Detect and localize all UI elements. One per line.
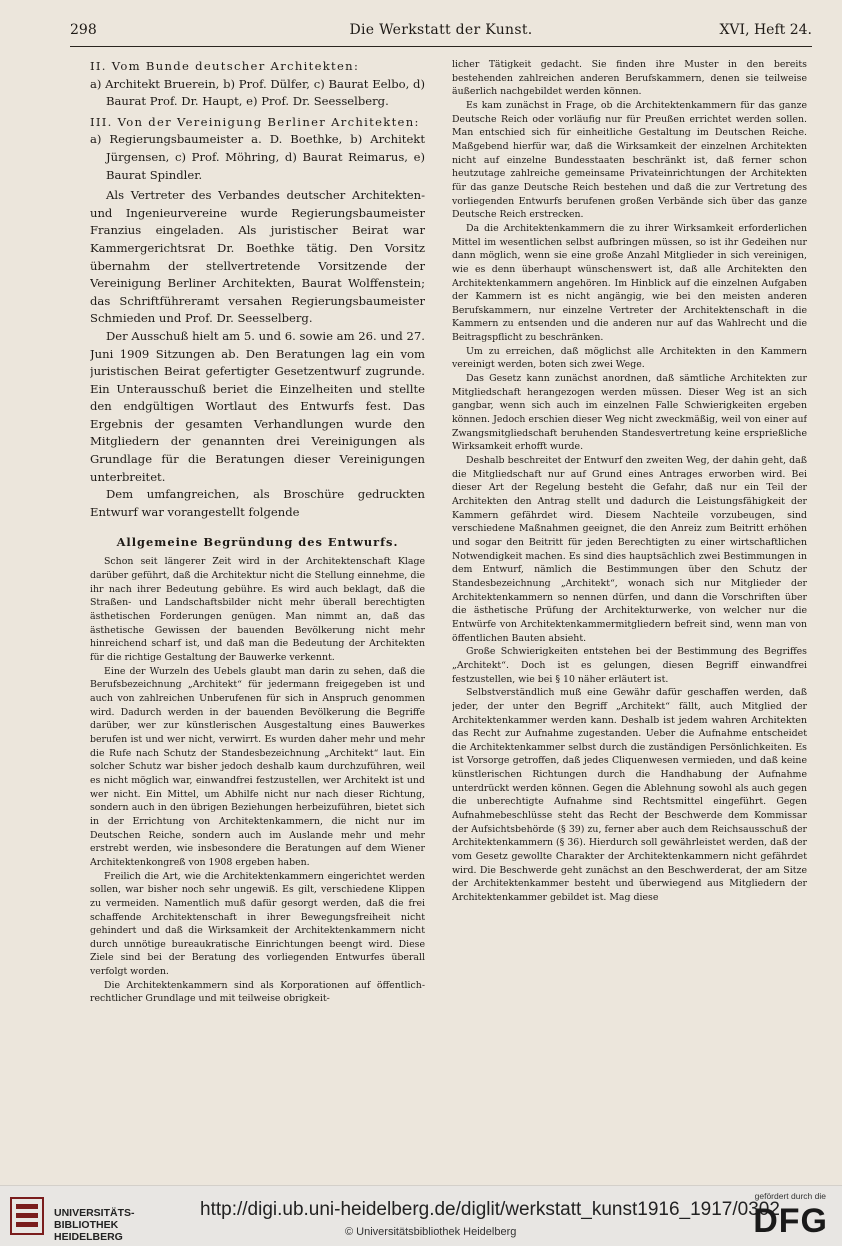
permalink-url[interactable]: http://digi.ub.uni-heidelberg.de/diglit/werkstatt_kunst1916_1917/0302 [200, 1199, 780, 1220]
paragraph: Selbstverständlich muß eine Gewähr dafür geschaffen werden, daß jeder, der unter den Begriff „Architekt“ fällt, auch Mitglied der Architektenkammer werden kann. Deshalb ist jedem wahren Architekten das Recht zur Aufnahme zugestanden. Ueber die Aufnahme entscheidet die Architektenkammer selbst durch die zuständigen Persönlichkeiten. Es ist Vorsorge getroffen, daß jedes Cliquenwesen vermieden, und daß keine künstlerischen Richtungen durch die Handhabung der Aufnahme unterdrückt werden können. Gegen die Ablehnung sowohl als auch gegen die unberechtigte Aufnahme sind Rechtsmittel eingeführt. Gegen Aufnahmebeschlüsse steht das Recht der Beschwerde dem Kommissar der Aufsichtsbehörde (§ 39) zu, ferner aber auch dem Reichsausschuß der Architektenkammern (§ 36). Hierdurch soll gewährleistet werden, daß der vom Gesetz gewollte Charakter der Architektenkammern nicht gefährdet wird. Die Beschwerde geht zunächst an den Beschwerderat, der am Sitze der Architektenkammer besteht und überwiegend aus Mitgliedern der Architektenkammer gebildet ist. Mag diese [452, 687, 807, 904]
journal-title: Die Werkstatt der Kunst. [349, 22, 533, 38]
section-members-vba: a) Regierungsbaumeister a. D. Boethke, b) Architekt Jürgensen, c) Prof. Möhring, d) Baurat Reimarus, e) Baurat Spindler. [90, 132, 425, 182]
paragraph-sessions: Der Ausschuß hielt am 5. und 6. sowie am 26. und 27. Juni 1909 Sitzungen ab. Den Beratungen lag ein vom juristischen Beirat gefertigter Gesetzentwurf zugrunde. Ein Unterausschuß beriet die Einzelheiten und stellte den endgültigen Wortlaut des Entwurfs fest. Das Ergebnis der gesamten Verhandlungen wurde den Mitgliedern der genannten drei Vereinigungen als Grundlage für die Beratungen dieser Vereinigungen unterbreitet. [90, 328, 425, 484]
paragraph-representatives: Als Vertreter des Verbandes deutscher Architekten- und Ingenieurvereine wurde Regierungsbaumeister Franzius eingeladen. Als juristischer Beirat war Kammergerichtsrat Dr. Boethke tätig. Den Vorsitz übernahm der stellvertretende Vorsitzende der Vereinigung Berliner Architekten, Baurat Wolffenstein; das Schriftführeramt versahen Regierungsbaumeister Schmieden und Prof. Dr. Seesselberg. [90, 188, 425, 326]
paragraph: Große Schwierigkeiten entstehen bei der Bestimmung des Begriffes „Architekt“. Doch ist es gelungen, diesen Begriff einwandfrei festzustellen, wie bei § 10 näher erläutert ist. [452, 646, 807, 685]
paragraph: Um zu erreichen, daß möglichst alle Architekten in den Kammern vereinigt werden, boten sich zwei Wege. [452, 345, 807, 371]
dfg-logo[interactable]: DFG [753, 1202, 828, 1240]
funder-note: gefördert durch die [754, 1191, 826, 1201]
section-members-bda: a) Architekt Bruerein, b) Prof. Dülfer, c) Baurat Eelbo, d) Baurat Prof. Dr. Haupt, e) Prof. Dr. Seesselberg. [90, 76, 425, 109]
paragraph-brochure: Dem umfangreichen, als Broschüre gedruckten Entwurf war vorangestellt folgende [90, 487, 425, 519]
paragraph: Deshalb beschreitet der Entwurf den zweiten Weg, der dahin geht, daß die Mitgliedschaft nur auf Grund eines Antrages erworben wird. Bei dieser Art der Regelung besteht die Gefahr, daß nur ein Teil der Architekten den Antrag stellt und dadurch die Leistungsfähigkeit der Kammern gefährdet wird. Diesem Nachteile vorzubeugen, sind verschiedene Maßnahmen geeignet, die den Anreiz zum Beitritt erhöhen und sogar den Beitritt für jeden Berechtigten zu einer wirtschaftlichen Notwendigkeit machen. Es sind dies hauptsächlich zwei Bestimmungen in dem Entwurf, nämlich die Bestimmungen über den Schutz der Standesbezeichnung „Architekt“, wonach sich nur Mitglieder der Architektenkammern so nennen dürfen, und dann die Vorschriften über die ästhetische Prüfung der Architekturwerke, von welcher nur die Entwürfe von Architektenkammermitgliedern befreit sind, wenn man von öffentlichen Bauten absieht. [452, 455, 807, 644]
paragraph: licher Tätigkeit gedacht. Sie finden ihre Muster in den bereits bestehenden zahlreichen anderen Berufskammern, denen sie teilweise äußerlich nachgebildet werden können. [452, 59, 807, 98]
page-number: 298 [70, 22, 97, 38]
paragraph: Da die Architektenkammern die zu ihrer Wirksamkeit erforderlichen Mittel im wesentlichen selbst aufbringen müssen, so ist ihr Gedeihen nur dann möglich, wenn sie eine große Anzahl Mitglieder in sich vereinigen, wie es denn überhaupt wünschenswert ist, daß alle Architekten den Architektenkammern angehören. Im Hinblick auf die einzelnen Aufgaben der Kammern ist es nicht angängig, wie bei den meisten anderen Berufskammern, nur einzelne Vertreter der Architektenschaft in die Kammern zu entsenden und die anderen nur auf das Wahlrecht und die Beitragspflicht zu beschränken. [452, 222, 807, 344]
paragraph: Die Architektenkammern sind als Korporationen auf öffentlich-rechtlicher Grundlage und mit teilweise obrigkeit- [90, 979, 425, 1005]
paragraph: Das Gesetz kann zunächst anordnen, daß sämtliche Architekten zur Mitgliedschaft herangezogen werden müssen. Dieser Weg ist an sich gangbar, wenn sich auch im einzelnen Falle Schwierigkeiten ergeben können. Jedoch erschien dieser Weg nicht zweckmäßig, weil von einer auf Zwangsmitgliedschaft beruhenden Standesvertretung keine ersprießliche Wirksamkeit erhofft wurde. [452, 373, 807, 453]
paragraph: Freilich die Art, wie die Architektenkammern eingerichtet werden sollen, war bisher noch sehr ungewiß. Es gilt, verschiedene Klippen zu vermeiden. Namentlich muß dafür gesorgt werden, daß die frei schaffende Architektenschaft in ihrer Bewegungsfreiheit nicht gehindert und daß die Wirksamkeit der Architektenkammern nicht durch unnötige bureaukratische Einrichtungen beengt wird. Diese Ziele sind bei der Beratung des vorliegenden Entwurfes überall verfolgt worden. [90, 870, 425, 978]
library-name: UNIVERSITÄTS- BIBLIOTHEK HEIDELBERG [54, 1207, 135, 1243]
section-title-vba: III. Von der Vereinigung Berliner Architekten: [90, 114, 420, 129]
page-header [70, 20, 812, 47]
paragraph: Es kam zunächst in Frage, ob die Architektenkammern für das ganze Deutsche Reich oder vorläufig nur für Preußen errichtet werden sollen. Man entschied sich für einheitliche Gestaltung im Deutschen Reiche. Maßgebend hierfür war, daß die Wirksamkeit der einzelnen Architekten nicht auf einzelne Bundesstaaten beschränkt ist, daß ferner schon heutzutage zahlreiche gemeinsame Privateinrichtungen der Architekten für das ganze Deutsche Reich bestehen und daß die zur Vertretung des vorliegenden Entwurfs berufenen großen Verbände sich über das ganze Deutsche Reich erstrecken. [452, 99, 807, 221]
left-column [90, 58, 425, 1178]
right-column [452, 58, 807, 1178]
issue-label: XVI, Heft 24. [719, 22, 812, 38]
library-logo[interactable] [10, 1196, 138, 1243]
library-footer [0, 1185, 842, 1246]
paragraph: Eine der Wurzeln des Uebels glaubt man darin zu sehen, daß die Berufsbezeichnung „Architekt“ für jedermann freigegeben ist und auch von zahlreichen Unberufenen für sich in Anspruch genommen wird. Dadurch werden in der bauenden Bevölkerung die Begriffe darüber, wer zur künstlerischen Ausgestaltung eines Bauwerkes berufen ist und wer nicht, verwirrt. Es wurden daher mehr und mehr die Rufe nach Schutz der Standesbezeichnung „Architekt“ laut. Ein solcher Schutz war bisher jedoch deshalb kaum durchzuführen, weil es nicht möglich war, einwandfrei festzustellen, wer Architekt ist und wer nicht. Ein Mittel, um Abhilfe nicht nur nach dieser Richtung, sondern auch in den übrigen Beziehungen herbeizuführen, bietet sich in der Errichtung von Architektenkammern, die nicht nur im Deutschen Reiche, sondern auch im Auslande mehr und mehr erstrebt werden, wie insbesondere die Beratungen auf dem Wiener Architektenkongreß von 1908 ergeben haben. [90, 665, 425, 868]
copyright-notice: © Universitätsbibliothek Heidelberg [345, 1226, 517, 1238]
section-heading: Allgemeine Begründung des Entwurfs. [116, 535, 399, 550]
section-title-bda: II. Vom Bunde deutscher Architekten: [90, 59, 360, 73]
library-seal-icon [10, 1196, 44, 1236]
paragraph: Schon seit längerer Zeit wird in der Architektenschaft Klage darüber geführt, daß die Architektur nicht die Stellung einnehme, die ihr nach ihrer Bedeutung gebühre. Es wird auch beklagt, daß die Straßen- und Landschaftsbilder nicht mehr überall berechtigten ästhetischen Forderungen genügen. Man nimmt an, daß das ästhetische Gewissen der bauenden Bevölkerung nicht mehr hinreichend scharf ist, und daß man die Bedeutung der Architekten für die richtige Gestaltung der Bauwerke verkennt. [90, 556, 425, 664]
